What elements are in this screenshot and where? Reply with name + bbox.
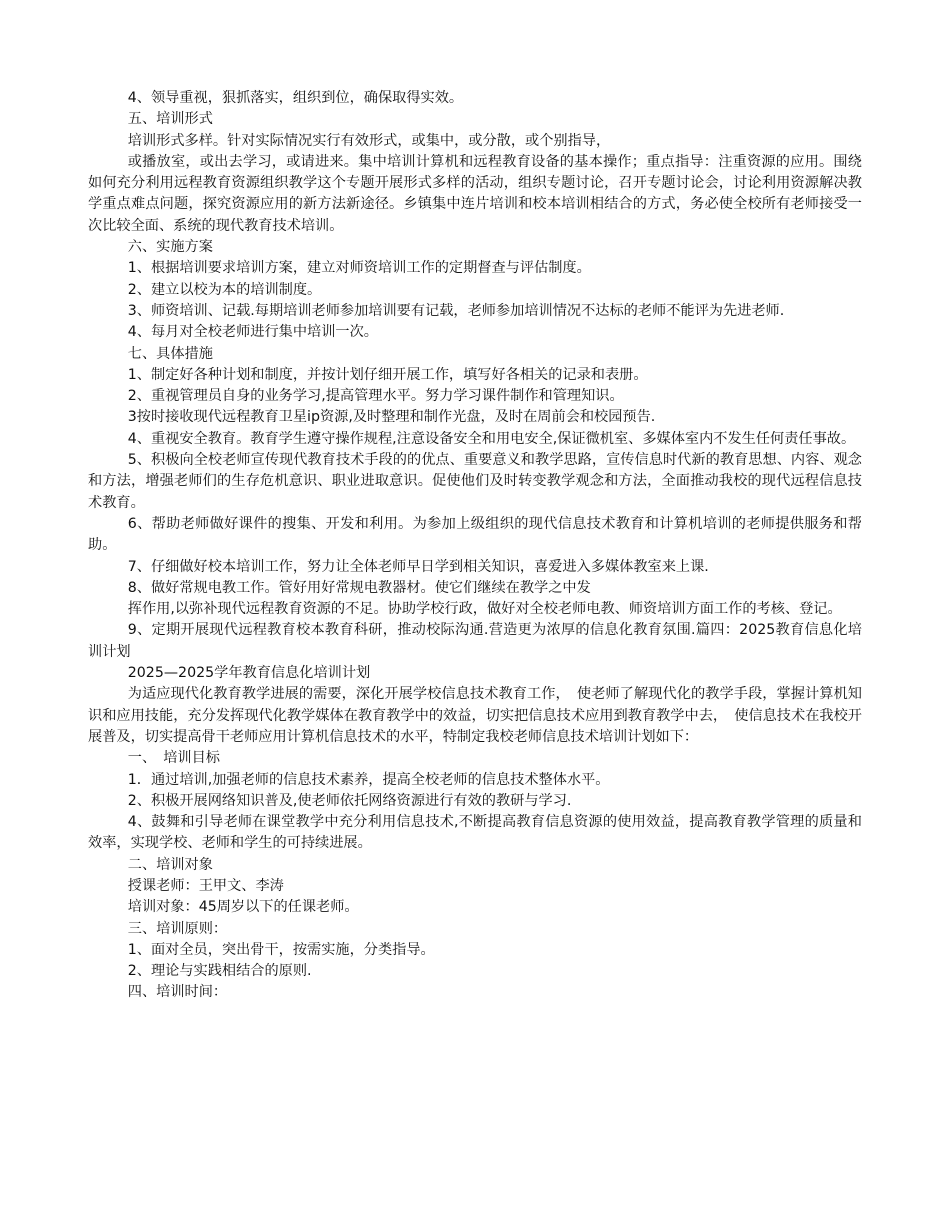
paragraph: 2、重视管理员自身的业务学习,提高管理水平。努力学习课件制作和管理知识。: [127, 388, 624, 405]
paragraph: 培训对象：45周岁以下的任课老师。: [127, 899, 359, 916]
paragraph: 五、培训形式: [127, 111, 213, 128]
paragraph: 1、根据培训要求培训方案，建立对师资培训工作的定期督查与评估制度。: [127, 260, 591, 277]
paragraph: 1．通过培训,加强老师的信息技术素养，提高全校老师的信息技术整体水平。: [127, 771, 610, 788]
paragraph: 1、面对全员，突出骨干，按需实施，分类指导。: [127, 941, 435, 958]
paragraph: 5、积极向全校老师宣传现代教育技术手段的的优点、重要意义和教学思路，宣传信息时代新的教育思想、内容、观念和方法，增强老师们的生存危机意识、职业进取意识。促使他们及时转变教学观念和方法，全面推动我校的现代远程信息技术教育。: [88, 452, 862, 511]
paragraph: 6、帮助老师做好课件的搜集、开发和利用。为参加上级组织的现代信息技术教育和计算机培训的老师提供服务和帮助。: [88, 515, 862, 554]
paragraph: 2、积极开展网络知识普及,使老师依托网络资源进行有效的教研与学习.: [127, 792, 572, 809]
paragraph: 二、培训对象: [127, 856, 213, 873]
paragraph: 2、建立以校为本的培训制度。: [127, 281, 322, 298]
paragraph: 9、定期开展现代远程教育校本教育科研，推动校际沟通.营造更为浓厚的信息化教育氛围.篇四：2025教育信息化培训计划: [88, 622, 862, 660]
paragraph: 或播放室，或出去学习，或请进来。集中培训计算机和远程教育设备的基本操作；重点指导：注重资源的应用。围绕如何充分利用远程教育资源组织教学这个专题开展形式多样的活动，组织专题讨论，召开专题讨论会，讨论利用资源解决教学重点难点问题，探究资源应用的新方法新途径。乡镇集中连片培训和校本培训相结合的方式，务必使全校所有老师接受一次比较全面、系统的现代教育技术培训。: [88, 153, 862, 234]
paragraph: 4、鼓舞和引导老师在课堂教学中充分利用信息技术,不断提高教育信息资源的使用效益，提高教育教学管理的质量和效率，实现学校、老师和学生的可持续进展。: [88, 814, 862, 852]
paragraph: 培训形式多样。针对实际情况实行有效形式，或集中，或分散，或个别指导，: [127, 132, 611, 149]
paragraph: 六、实施方案: [127, 239, 213, 256]
paragraph: 3、师资培训、记载.每期培训老师参加培训要有记载，老师参加培训情况不达标的老师不能评为先进老师.: [127, 302, 785, 319]
paragraph: 四、培训时间：: [127, 984, 228, 1001]
paragraph: 2、理论与实践相结合的原则.: [127, 963, 312, 980]
paragraph: 三、培训原则：: [127, 920, 228, 937]
paragraph: 4、重视安全教育。教育学生遵守操作规程,注意设备安全和用电安全,保证微机室、多媒体室内不发生任何责任事故。: [127, 430, 856, 447]
document-body: [88, 88, 862, 1004]
paragraph: 1、制定好各种计划和制度，并按计划仔细开展工作，填写好各相关的记录和表册。: [127, 366, 648, 383]
paragraph: 7、仔细做好校本培训工作，努力让全体老师早日学到相关知识，喜爱进入多媒体教室来上课.: [127, 558, 709, 575]
paragraph: 七、具体措施: [127, 345, 213, 362]
paragraph: 2025—2025学年教育信息化培训计划: [127, 665, 371, 682]
paragraph: 为适应现代化教育教学进展的需要，深化开展学校信息技术教育工作， 使老师了解现代化的教学手段，掌握计算机知识和应用技能，充分发挥现代化教学媒体在教育教学中的效益，切实把信息技术应用到教育教学中去， 使信息技术在我校开展普及，切实提高骨干老师应用计算机信息技术的水平，特制定我校老师信息技术培训计划如下：: [88, 686, 862, 745]
paragraph: 挥作用,以弥补现代远程教育资源的不足。协助学校行政，做好对全校老师电教、师资培训方面工作的考核、登记。: [127, 601, 842, 618]
paragraph: 4、领导重视，狠抓落实，组织到位，确保取得实效。: [127, 90, 464, 106]
paragraph: 一、 培训目标: [127, 750, 220, 767]
paragraph: 3按时接收现代远程教育卫星ip资源,及时整理和制作光盘，及时在周前会和校园预告.: [127, 409, 656, 426]
paragraph: 8、做好常规电教工作。管好用好常规电教器材。使它们继续在教学之中发: [127, 579, 591, 596]
paragraph: 授课老师：王甲文、李涛: [127, 877, 284, 894]
paragraph: 4、每月对全校老师进行集中培训一次。: [127, 324, 378, 341]
